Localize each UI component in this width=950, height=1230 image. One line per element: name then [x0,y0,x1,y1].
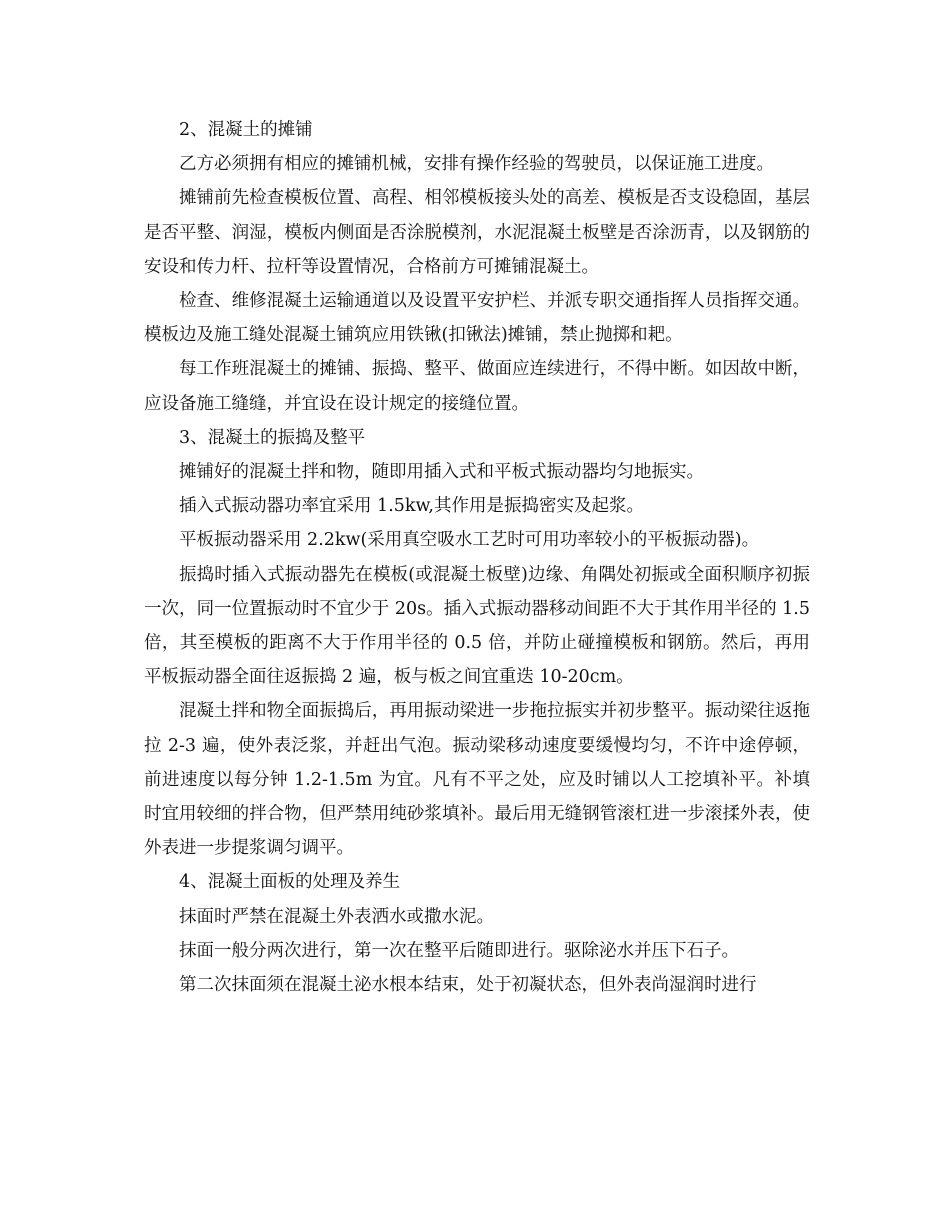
paragraph: 抹面时严禁在混凝土外表洒水或撒水泥。 [179,906,494,927]
paragraph: 摊铺前先检查模板位置、高程、相邻模板接头处的高差、模板是否支设稳固，基层是否平整、润湿，模板内侧面是否涂脱模剂，水泥混凝土板壁是否涂沥青，以及钢筋的安设和传力杆、拉杆等设置情况，合格前方可摊铺混凝土。 [144,188,810,277]
paragraph: 乙方必须拥有相应的摊铺机械，安排有操作经验的驾驶员，以保证施工进度。 [179,154,774,175]
paragraph: 每工作班混凝土的摊铺、振捣、整平、做面应连续进行，不得中断。如因故中断，应设备施工缝缝，并宜设在设计规定的接缝位置。 [144,359,810,414]
paragraph: 检查、维修混凝土运输通道以及设置平安护栏、并派专职交通指挥人员指挥交通。 模板边及施工缝处混凝土铺筑应用铁锹(扣锹法)摊铺，禁止抛掷和耙。 [144,291,810,346]
paragraph: 摊铺好的混凝土拌和物，随即用插入式和平板式振动器均匀地振实。 [179,462,704,483]
paragraph: 第二次抹面须在混凝土泌水根本结束，处于初凝状态，但外表尚湿润时进行 [179,975,757,996]
paragraph: 抹面一般分两次进行，第一次在整平后随即进行。驱除泌水并压下石子。 [179,940,739,961]
section-heading: 2、混凝土的摊铺 [179,120,313,140]
paragraph: 振捣时插入式振动器先在模板(或混凝土板壁)边缘、角隅处初振或全面积顺序初振一次，同一位置振动时不宜少于 20s。插入式振动器移动间距不大于其作用半径的 1.5 倍，其至模板的距离不大于作用半径的 0.5 倍，并防止碰撞模板和钢筋。然后，再用平板振动器全面往返振捣 2 遍，板与板之间宜重迭 10-20cm。 [144,564,810,688]
section-heading: 3、混凝土的振捣及整平 [179,427,366,448]
section-heading: 4、混凝土面板的处理及养生 [179,872,401,893]
paragraph: 插入式振动器功率宜采用 1.5kw,其作用是振捣密实及起浆。 [179,496,644,517]
paragraph: 平板振动器采用 2.2kw(采用真空吸水工艺时可用功率较小的平板振动器)。 [179,530,760,551]
paragraph: 混凝土拌和物全面振捣后，再用振动梁进一步拖拉振实并初步整平。振动梁往返拖拉 2-3 遍，使外表泛浆，并赶出气泡。振动梁移动速度要缓慢均匀，不许中途停顿，前进速度以每分钟 1.2-1.5m 为宜。凡有不平之处，应及时铺以人工挖填补平。补填时宜用较细的拌合物，但严禁用纯砂浆填补。最后用无缝钢管滚杠进一步滚揉外表，使外表进一步提浆调匀调平。 [144,701,810,859]
document-body [144,113,810,1002]
